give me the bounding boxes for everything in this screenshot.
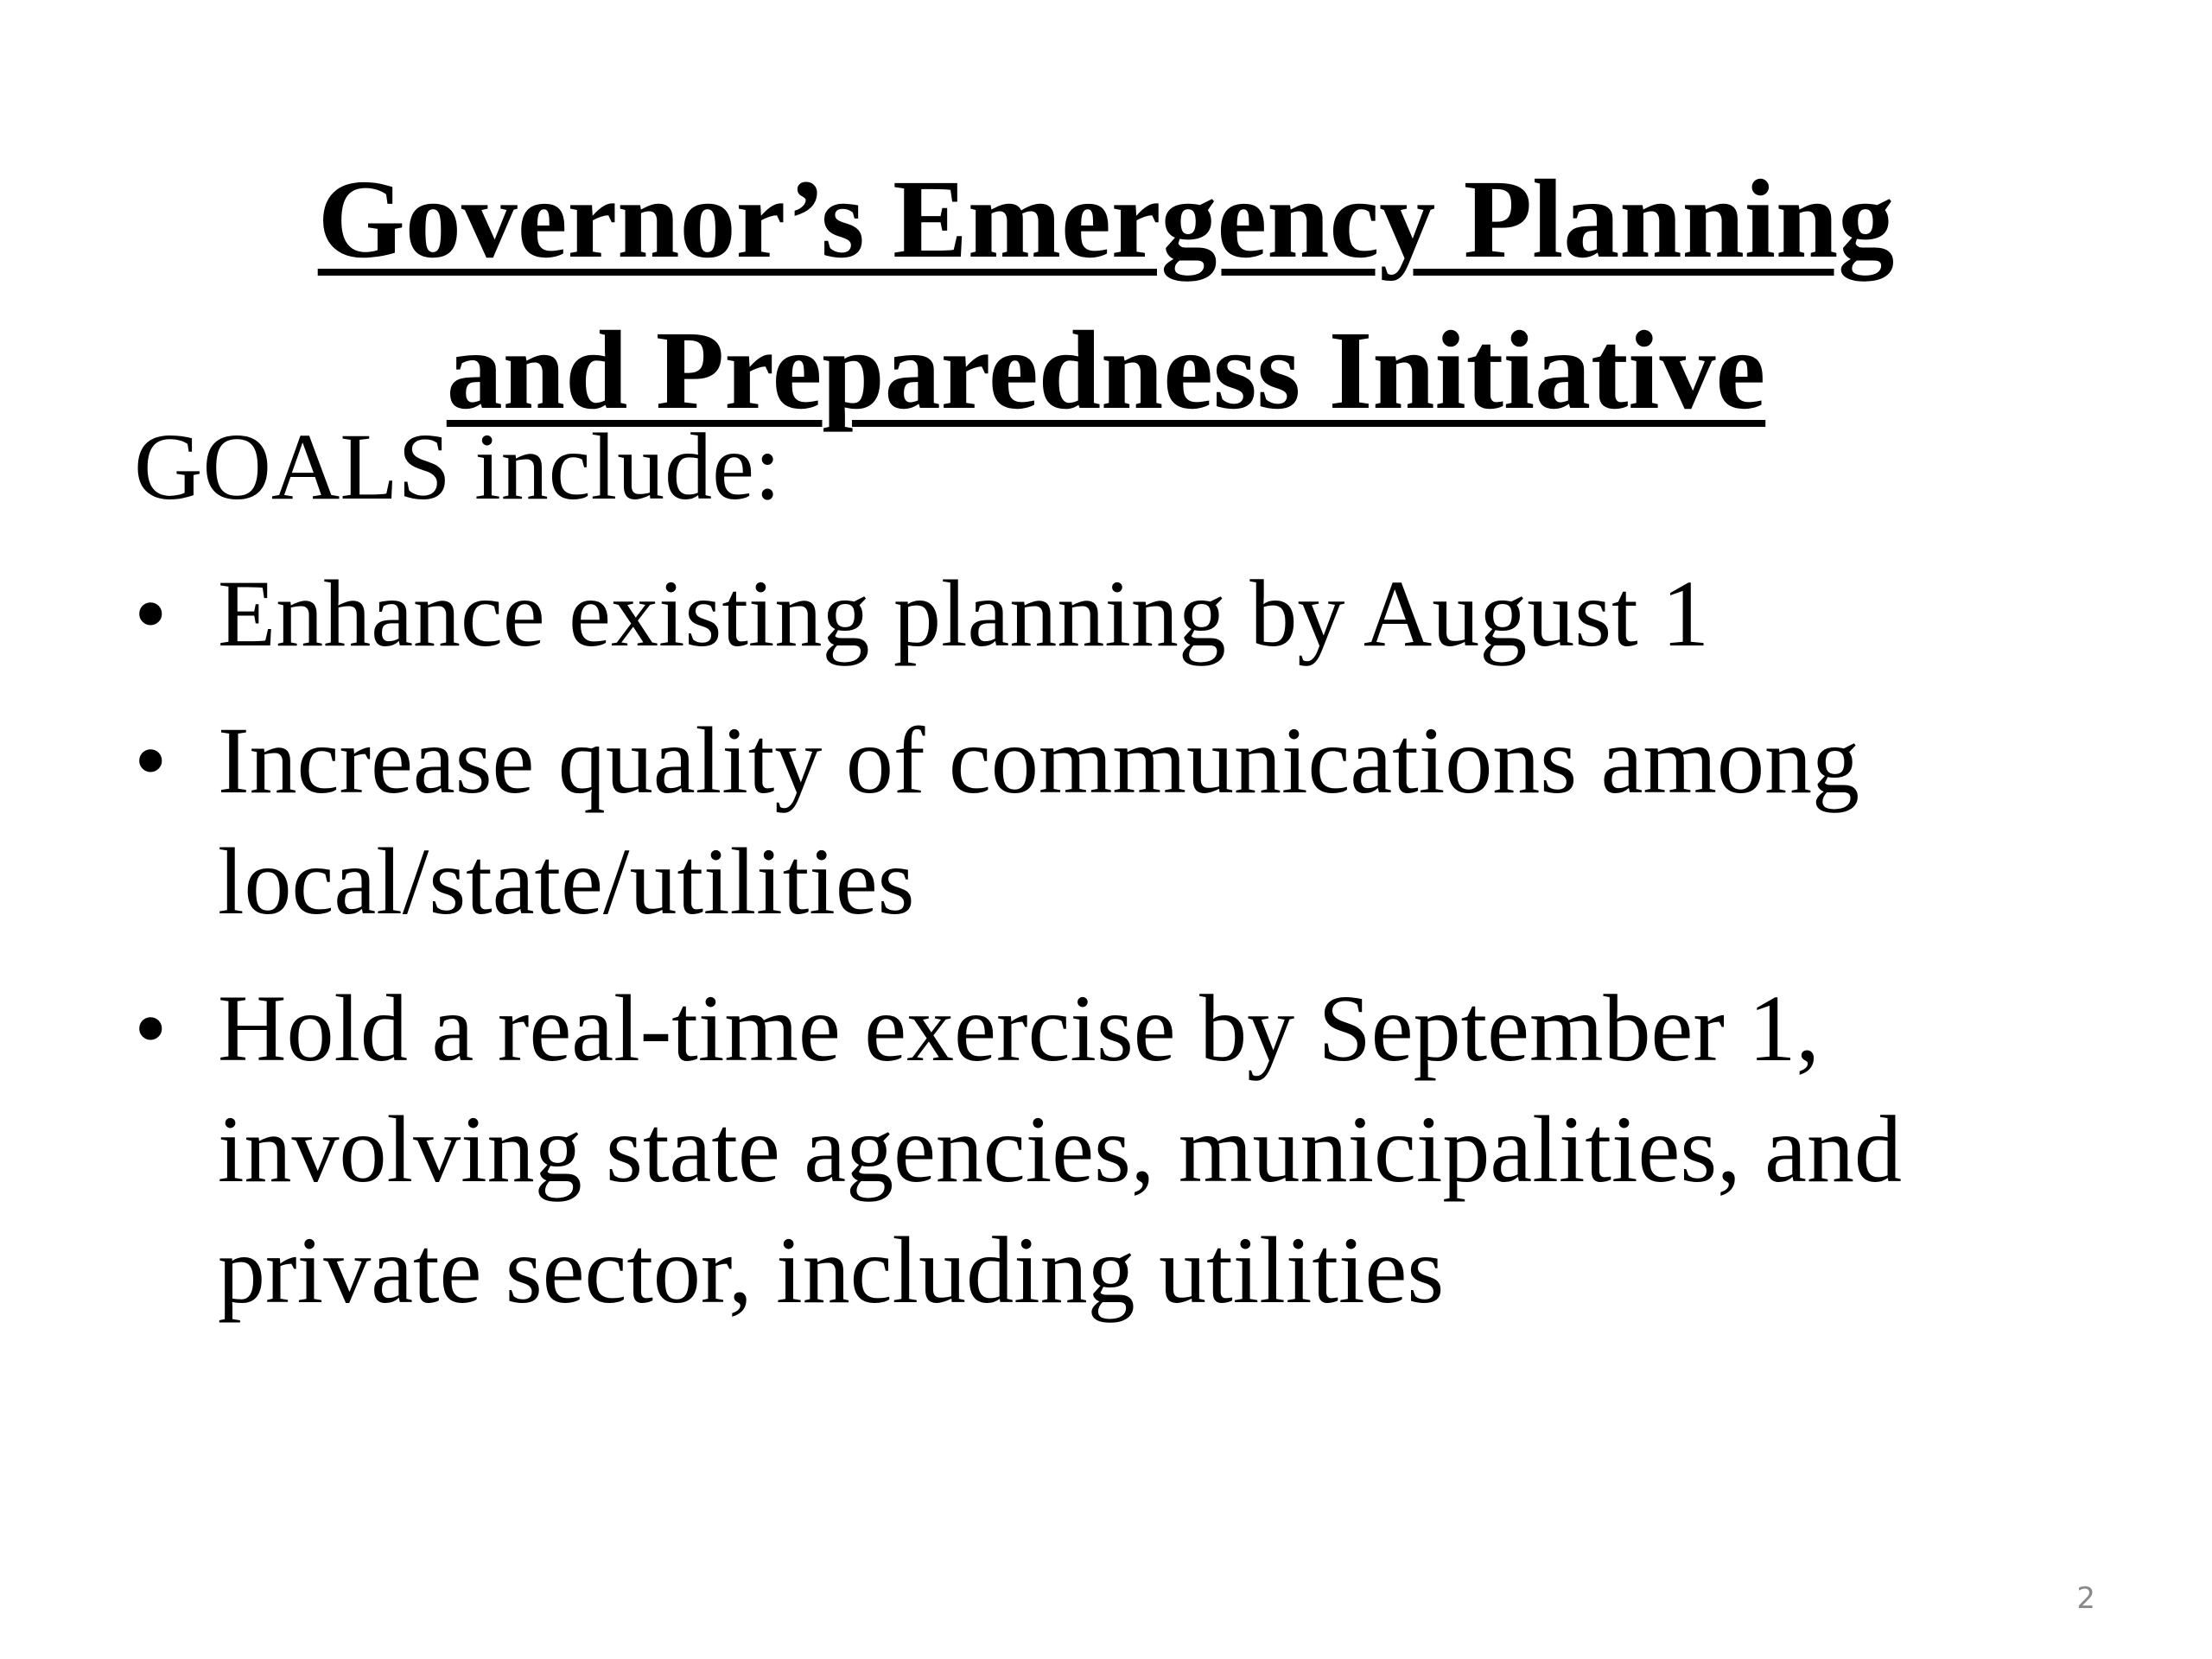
bullet-text: Enhance existing planning by August 1 [218,561,1710,666]
goals-heading: GOALS include: [134,414,781,519]
list-item [134,553,2121,674]
bullet-text: Hold a real-time exercise by September 1, involving state agencies, municipalities, and private sector, including utilities [218,976,1902,1323]
page-number: 2 [2076,1581,2095,1616]
bullet-text: Increase quality of communications among local/state/utilities [218,708,1859,934]
slide-body [134,406,2121,1357]
bullet-icon: • [134,708,168,813]
bullet-icon: • [134,561,168,666]
title-line-2: and Preparedness Initiative [446,308,1766,434]
slide-title [0,144,2212,447]
list-item [134,968,2121,1331]
goals-list [134,553,2121,1331]
list-item [134,700,2121,942]
bullet-icon: • [134,976,168,1081]
title-line-1: Governor’s Emergency Planning [317,157,1895,283]
